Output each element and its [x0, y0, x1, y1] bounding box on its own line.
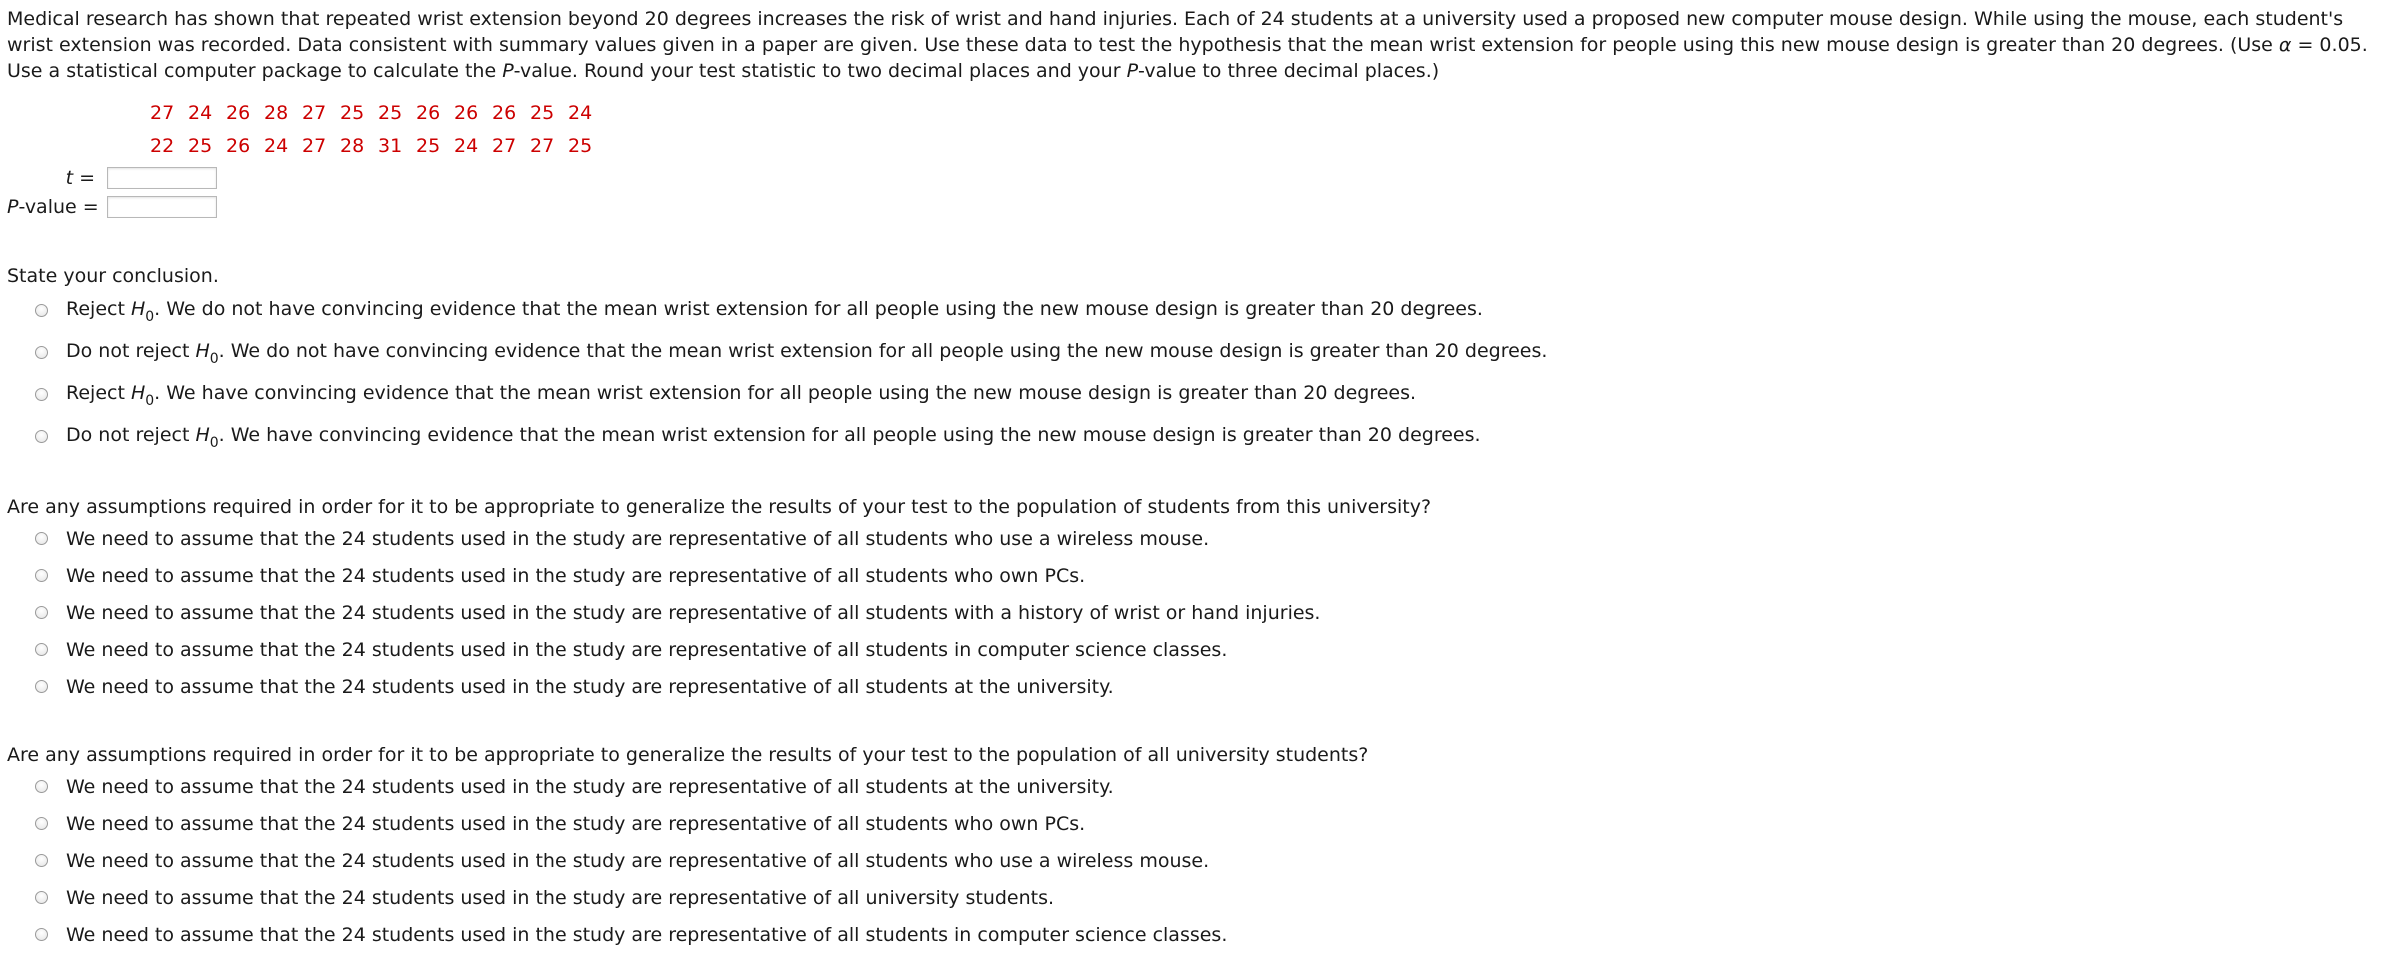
data-cell: 27	[150, 102, 175, 124]
p-value-row	[7, 192, 2375, 221]
option-suffix: . We have convincing evidence that the mean wrist extension for all people using the new mouse design is greater than 20 degrees.	[218, 424, 1481, 446]
p-value-input[interactable]	[107, 196, 217, 218]
p-value-label	[7, 196, 107, 218]
university-assumption-question	[7, 494, 2375, 705]
option-suffix: . We do not have convincing evidence that the mean wrist extension for all people using the new mouse design is greater than 20 degrees.	[154, 298, 1483, 320]
data-cell: 26	[454, 102, 479, 124]
option-label: We need to assume that the 24 students used in the study are representative of all students at the university.	[66, 775, 1114, 798]
h-subscript: 0	[145, 309, 155, 325]
university-assumption-option-3[interactable]	[35, 594, 2375, 631]
all-students-assumption-option-4[interactable]	[35, 879, 2375, 916]
data-cell: 28	[340, 135, 365, 157]
radio-button[interactable]	[35, 891, 48, 904]
data-cell: 25	[416, 135, 441, 157]
intro-text-2: = 0.05. Use a statistical computer package to calculate the	[7, 34, 2368, 82]
data-cell: 27	[530, 135, 555, 157]
conclusion-option-4[interactable]	[35, 415, 2375, 457]
data-cell: 31	[378, 135, 403, 157]
data-table	[150, 97, 2375, 163]
data-row-1	[150, 97, 2375, 130]
data-cell: 26	[492, 102, 517, 124]
all-students-assumption-prompt: Are any assumptions required in order for it to be appropriate to generalize the results of your test to the population of all university students?	[7, 744, 1369, 766]
all-students-assumption-option-1[interactable]	[35, 768, 2375, 805]
option-label: We need to assume that the 24 students used in the study are representative of all students who use a wireless mouse.	[66, 849, 1210, 872]
data-cell: 27	[302, 135, 327, 157]
radio-button[interactable]	[35, 928, 48, 941]
option-label: We need to assume that the 24 students used in the study are representative of all students at the university.	[66, 675, 1114, 698]
h-symbol: H	[130, 382, 146, 404]
conclusion-option-2[interactable]	[35, 331, 2375, 373]
h-symbol: H	[130, 298, 146, 320]
intro-text-4: -value to three decimal places.)	[1138, 60, 1440, 82]
t-statistic-row	[7, 163, 2375, 192]
p-italic-2: P	[1126, 60, 1139, 82]
radio-button[interactable]	[35, 569, 48, 582]
conclusion-option-1[interactable]	[35, 289, 2375, 331]
t-statistic-input[interactable]	[107, 167, 217, 189]
option-suffix: . We do not have convincing evidence that the mean wrist extension for all people using the new mouse design is greater than 20 degrees.	[218, 340, 1548, 362]
h-subscript: 0	[145, 393, 155, 409]
alpha-symbol: α	[2278, 34, 2292, 56]
radio-button[interactable]	[35, 532, 48, 545]
university-assumption-option-5[interactable]	[35, 668, 2375, 705]
t-equals: =	[73, 166, 95, 189]
all-students-assumption-option-3[interactable]	[35, 842, 2375, 879]
data-cell: 25	[188, 135, 213, 157]
option-label: We need to assume that the 24 students used in the study are representative of all students with a history of wrist or hand injuries.	[66, 601, 1321, 624]
data-cell: 28	[264, 102, 289, 124]
all-students-assumption-question	[7, 742, 2375, 953]
data-cell: 25	[378, 102, 403, 124]
option-label: We need to assume that the 24 students used in the study are representative of all students who own PCs.	[66, 812, 1086, 835]
conclusion-question	[7, 263, 2375, 457]
data-cell: 26	[226, 135, 251, 157]
data-cell: 22	[150, 135, 175, 157]
h-symbol: H	[195, 424, 210, 446]
data-cell: 25	[340, 102, 365, 124]
all-students-assumption-options	[35, 768, 2375, 953]
option-prefix: Reject	[66, 382, 131, 404]
radio-button[interactable]	[35, 430, 48, 443]
option-label: We need to assume that the 24 students used in the study are representative of all university students.	[66, 886, 1055, 909]
option-prefix: Do not reject	[66, 424, 196, 446]
data-cell: 24	[454, 135, 479, 157]
option-label	[66, 296, 1483, 324]
problem-statement	[7, 6, 2375, 84]
all-students-assumption-option-2[interactable]	[35, 805, 2375, 842]
option-label	[66, 338, 1547, 366]
p-italic: P	[7, 195, 19, 218]
data-cell: 26	[416, 102, 441, 124]
radio-button[interactable]	[35, 780, 48, 793]
p-italic-1: P	[502, 60, 514, 82]
data-cell: 27	[302, 102, 327, 124]
radio-button[interactable]	[35, 346, 48, 359]
p-equals: -value =	[18, 195, 99, 218]
radio-button[interactable]	[35, 643, 48, 656]
data-row-2	[150, 130, 2375, 163]
intro-text-3: -value. Round your test statistic to two decimal places and your	[513, 60, 1127, 82]
intro-text-1: Medical research has shown that repeated wrist extension beyond 20 degrees increases the risk of wrist and hand injuries. Each of 24 students at a university used a proposed new computer mouse design. While using the mouse, each student's wrist extension was recorded. Data consistent with summary values given in a paper are given. Use these data to test the hypothesis that the mean wrist extension for people using this new mouse design is greater than 20 degrees. (Use	[7, 8, 2344, 56]
university-assumption-option-4[interactable]	[35, 631, 2375, 668]
university-assumption-options	[35, 520, 2375, 705]
option-prefix: Do not reject	[66, 340, 196, 362]
option-prefix: Reject	[66, 298, 131, 320]
t-italic: t	[65, 166, 74, 189]
option-label: We need to assume that the 24 students used in the study are representative of all students in computer science classes.	[66, 923, 1228, 946]
option-label	[66, 380, 1416, 408]
radio-button[interactable]	[35, 817, 48, 830]
radio-button[interactable]	[35, 606, 48, 619]
h-subscript: 0	[209, 435, 219, 451]
t-statistic-label	[7, 167, 107, 189]
answer-fields	[7, 163, 2375, 221]
data-cell: 26	[226, 102, 251, 124]
option-label: We need to assume that the 24 students used in the study are representative of all students who use a wireless mouse.	[66, 527, 1210, 550]
problem-page	[7, 6, 2375, 953]
conclusion-prompt: State your conclusion.	[7, 265, 219, 287]
option-label: We need to assume that the 24 students used in the study are representative of all students in computer science classes.	[66, 638, 1228, 661]
university-assumption-option-2[interactable]	[35, 557, 2375, 594]
data-cell: 25	[530, 102, 555, 124]
data-cell: 27	[492, 135, 517, 157]
option-label: We need to assume that the 24 students used in the study are representative of all students who own PCs.	[66, 564, 1086, 587]
h-symbol: H	[195, 340, 210, 362]
conclusion-option-3[interactable]	[35, 373, 2375, 415]
university-assumption-prompt: Are any assumptions required in order for it to be appropriate to generalize the results of your test to the population of students from this university?	[7, 496, 1432, 518]
data-cell: 24	[188, 102, 213, 124]
data-cell: 24	[568, 102, 593, 124]
radio-button[interactable]	[35, 680, 48, 693]
option-suffix: . We have convincing evidence that the mean wrist extension for all people using the new mouse design is greater than 20 degrees.	[154, 382, 1417, 404]
radio-button[interactable]	[35, 304, 48, 317]
data-cell: 25	[568, 135, 593, 157]
option-label	[66, 422, 1481, 450]
data-cell: 24	[264, 135, 289, 157]
radio-button[interactable]	[35, 388, 48, 401]
h-subscript: 0	[209, 351, 219, 367]
radio-button[interactable]	[35, 854, 48, 867]
university-assumption-option-1[interactable]	[35, 520, 2375, 557]
conclusion-options	[35, 289, 2375, 457]
all-students-assumption-option-5[interactable]	[35, 916, 2375, 953]
